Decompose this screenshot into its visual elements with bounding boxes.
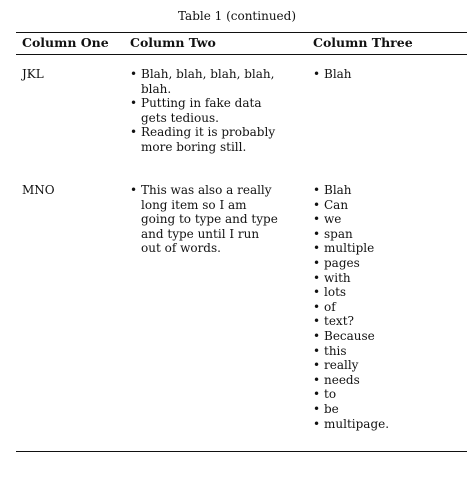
bullet-icon: • [313,314,321,329]
row-1-col-2 [130,67,280,155]
row-2-col-2 [130,183,280,256]
bullet-icon: • [313,401,321,416]
list-item-text: we [324,212,342,227]
list-item [313,227,453,242]
list-item [130,125,280,154]
list-item-text: span [324,226,353,241]
list-item [313,344,453,359]
list-item-text: Can [324,197,349,212]
list-item-text: Reading it is probably more boring still. [141,125,276,154]
bullet-icon: • [130,96,138,111]
table-caption: Table 1 (continued) [177,9,297,23]
list-item-text: This was also a really long item so I am going to type and type and type until I run out of words. [141,183,278,256]
list-item [313,417,453,432]
bullet-list [313,67,453,82]
bullet-icon: • [130,183,138,197]
list-item [313,358,453,373]
bullet-list [130,183,280,256]
list-item-text: pages [324,255,360,270]
bullet-icon: • [313,270,321,285]
bullet-icon: • [130,125,138,140]
list-item [313,198,453,213]
bullet-icon: • [313,299,321,314]
list-item [313,212,453,227]
bullet-icon: • [313,387,321,402]
list-item-text: Blah, blah, blah, blah, blah. [141,67,275,96]
bullet-icon: • [313,343,321,358]
list-item [313,241,453,256]
table-bottom-rule [16,451,467,452]
table-top-rule [16,32,467,33]
bullet-icon: • [313,416,321,431]
row-2-col-1: MNO [22,183,55,197]
list-item [313,285,453,300]
list-item-text: with [324,270,351,285]
list-item [313,67,453,82]
bullet-icon: • [313,255,321,270]
column-header-one: Column One [22,35,109,50]
list-item-text: lots [324,285,347,300]
bullet-icon: • [313,328,321,343]
list-item-text: multipage. [324,416,390,431]
list-item-text: this [324,343,347,358]
row-2-col-3 [313,183,453,431]
list-item [313,329,453,344]
bullet-icon: • [313,197,321,212]
list-item [130,183,280,256]
list-item-text: Blah [324,67,352,81]
bullet-icon: • [130,67,138,81]
bullet-icon: • [313,183,321,197]
bullet-icon: • [313,226,321,241]
column-header-three: Column Three [313,35,413,50]
list-item-text: Blah [324,183,352,197]
list-item-text: to [324,387,337,402]
row-1-col-1: JKL [22,67,44,81]
list-item [313,256,453,271]
row-1-col-3 [313,67,453,82]
list-item-text: of [324,299,336,314]
list-item-text: Putting in fake data gets tedious. [141,96,262,125]
bullet-icon: • [313,212,321,227]
bullet-icon: • [313,358,321,373]
list-item [130,67,280,96]
bullet-list [313,183,453,431]
list-item-text: really [324,358,359,373]
list-item [313,271,453,286]
list-item-text: be [324,401,339,416]
bullet-icon: • [313,67,321,81]
list-item [313,387,453,402]
column-header-two: Column Two [130,35,216,50]
list-item-text: needs [324,372,360,387]
list-item-text: text? [324,314,354,329]
bullet-icon: • [313,241,321,256]
list-item [313,183,453,198]
list-item-text: multiple [324,241,375,256]
list-item [313,300,453,315]
list-item [313,402,453,417]
list-item [130,96,280,125]
list-item [313,314,453,329]
bullet-list [130,67,280,155]
bullet-icon: • [313,372,321,387]
table-header-rule [16,54,467,55]
list-item [313,373,453,388]
list-item-text: Because [324,328,375,343]
bullet-icon: • [313,285,321,300]
